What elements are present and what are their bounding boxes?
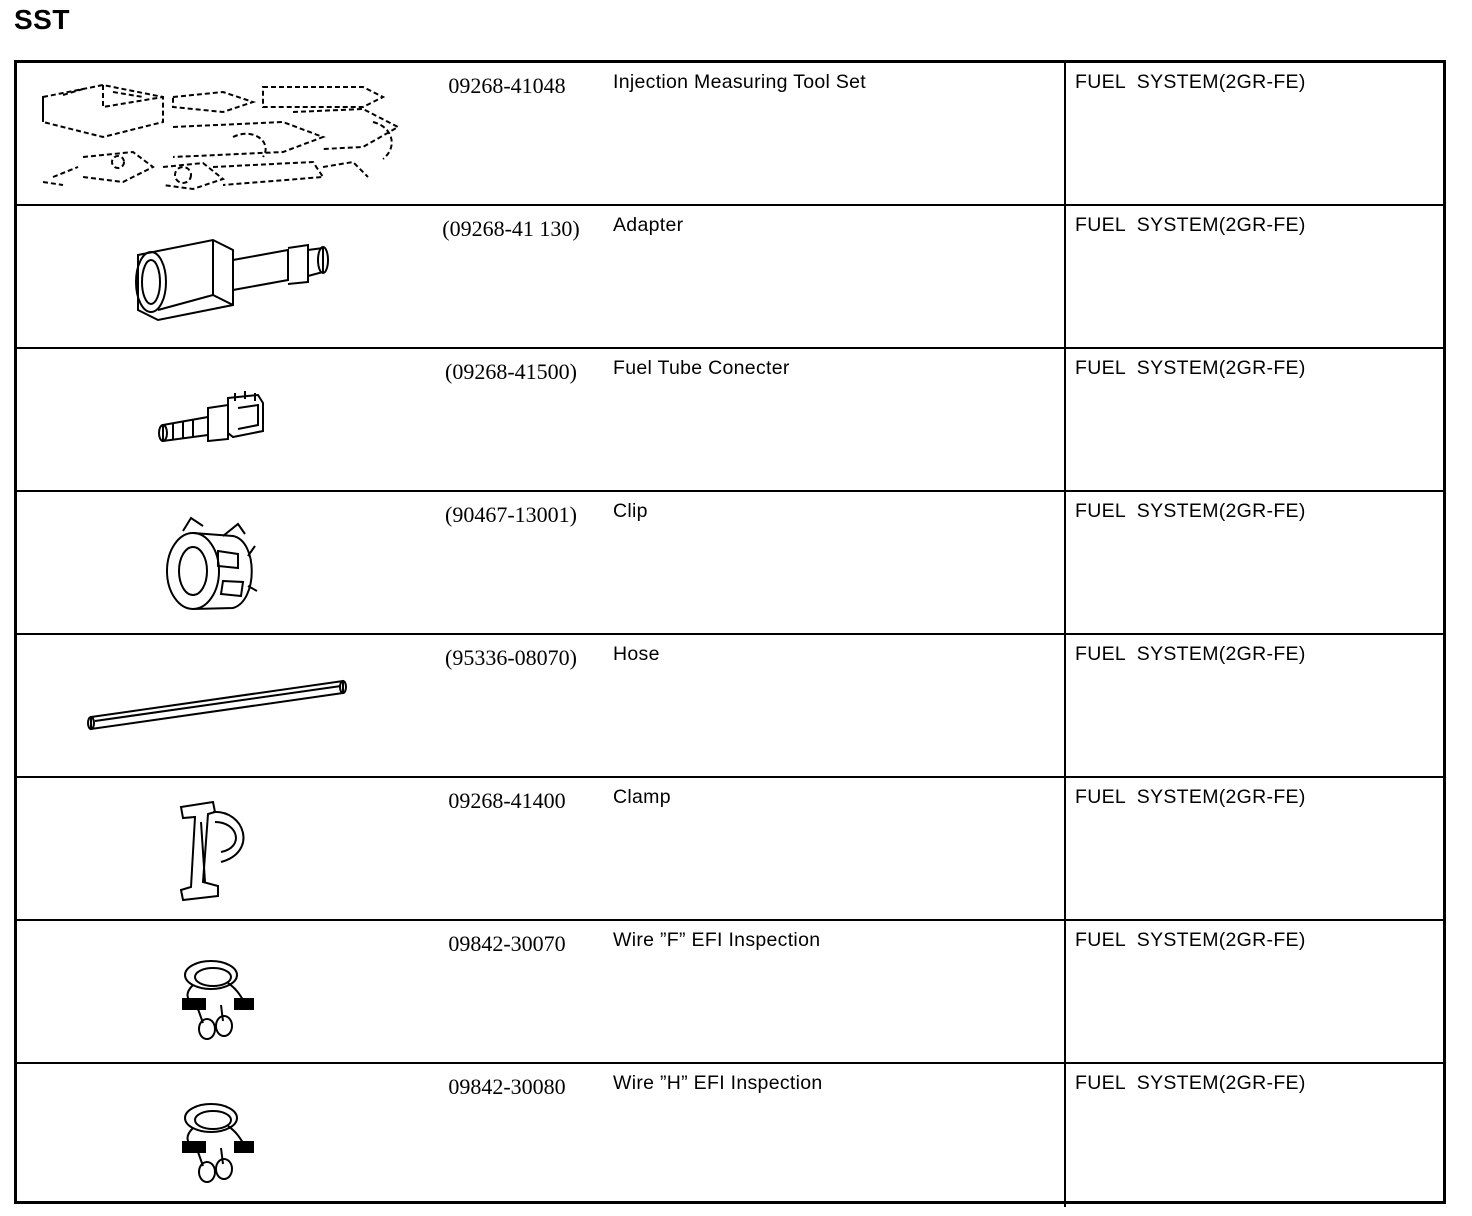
hose-icon <box>23 639 423 773</box>
sst-table <box>14 60 1446 1204</box>
section-ref: FUEL SYSTEM(2GR-FE) <box>1075 357 1306 379</box>
table-row <box>17 778 1443 921</box>
section-ref: FUEL SYSTEM(2GR-FE) <box>1075 643 1306 665</box>
column-divider <box>1064 778 1066 919</box>
part-number: (90467-13001) <box>445 502 577 527</box>
tool-set-icon <box>23 67 423 201</box>
table-row <box>17 206 1443 349</box>
wire-h-icon <box>23 1068 423 1202</box>
part-number: 09268-41048 <box>448 73 566 98</box>
column-divider <box>1064 1064 1066 1207</box>
wire-f-icon <box>23 925 423 1059</box>
section-ref: FUEL SYSTEM(2GR-FE) <box>1075 71 1306 93</box>
part-number: (09268-41500) <box>445 359 577 384</box>
adapter-icon <box>23 210 423 344</box>
section-ref: FUEL SYSTEM(2GR-FE) <box>1075 214 1306 236</box>
part-name: Injection Measuring Tool Set <box>613 71 867 93</box>
part-number: 09268-41400 <box>448 788 566 813</box>
table-row <box>17 349 1443 492</box>
clamp-icon <box>23 782 423 916</box>
column-divider <box>1064 349 1066 490</box>
fuel-tube-connector-icon <box>23 353 423 487</box>
column-divider <box>1064 921 1066 1062</box>
column-divider <box>1064 635 1066 776</box>
column-divider <box>1064 63 1066 204</box>
section-ref: FUEL SYSTEM(2GR-FE) <box>1075 786 1306 808</box>
part-name: Wire ”F” EFI Inspection <box>613 929 821 951</box>
table-row <box>17 921 1443 1064</box>
column-divider <box>1064 206 1066 347</box>
section-ref: FUEL SYSTEM(2GR-FE) <box>1075 1072 1306 1094</box>
part-name: Clip <box>613 500 648 522</box>
table-row <box>17 1064 1443 1207</box>
part-number: 09842-30070 <box>448 931 566 956</box>
table-row <box>17 492 1443 635</box>
page-title: SST <box>14 4 70 35</box>
part-number: 09842-30080 <box>448 1074 566 1099</box>
part-name: Fuel Tube Conecter <box>613 357 790 379</box>
part-name: Hose <box>613 643 660 665</box>
section-ref: FUEL SYSTEM(2GR-FE) <box>1075 929 1306 951</box>
section-ref: FUEL SYSTEM(2GR-FE) <box>1075 500 1306 522</box>
part-name: Adapter <box>613 214 684 236</box>
part-name: Wire ”H” EFI Inspection <box>613 1072 823 1094</box>
column-divider <box>1064 492 1066 633</box>
clip-icon <box>23 496 423 630</box>
part-number: (95336-08070) <box>445 645 577 670</box>
table-row <box>17 63 1443 206</box>
part-name: Clamp <box>613 786 671 808</box>
table-row <box>17 635 1443 778</box>
part-number: (09268-41 130) <box>442 216 580 241</box>
